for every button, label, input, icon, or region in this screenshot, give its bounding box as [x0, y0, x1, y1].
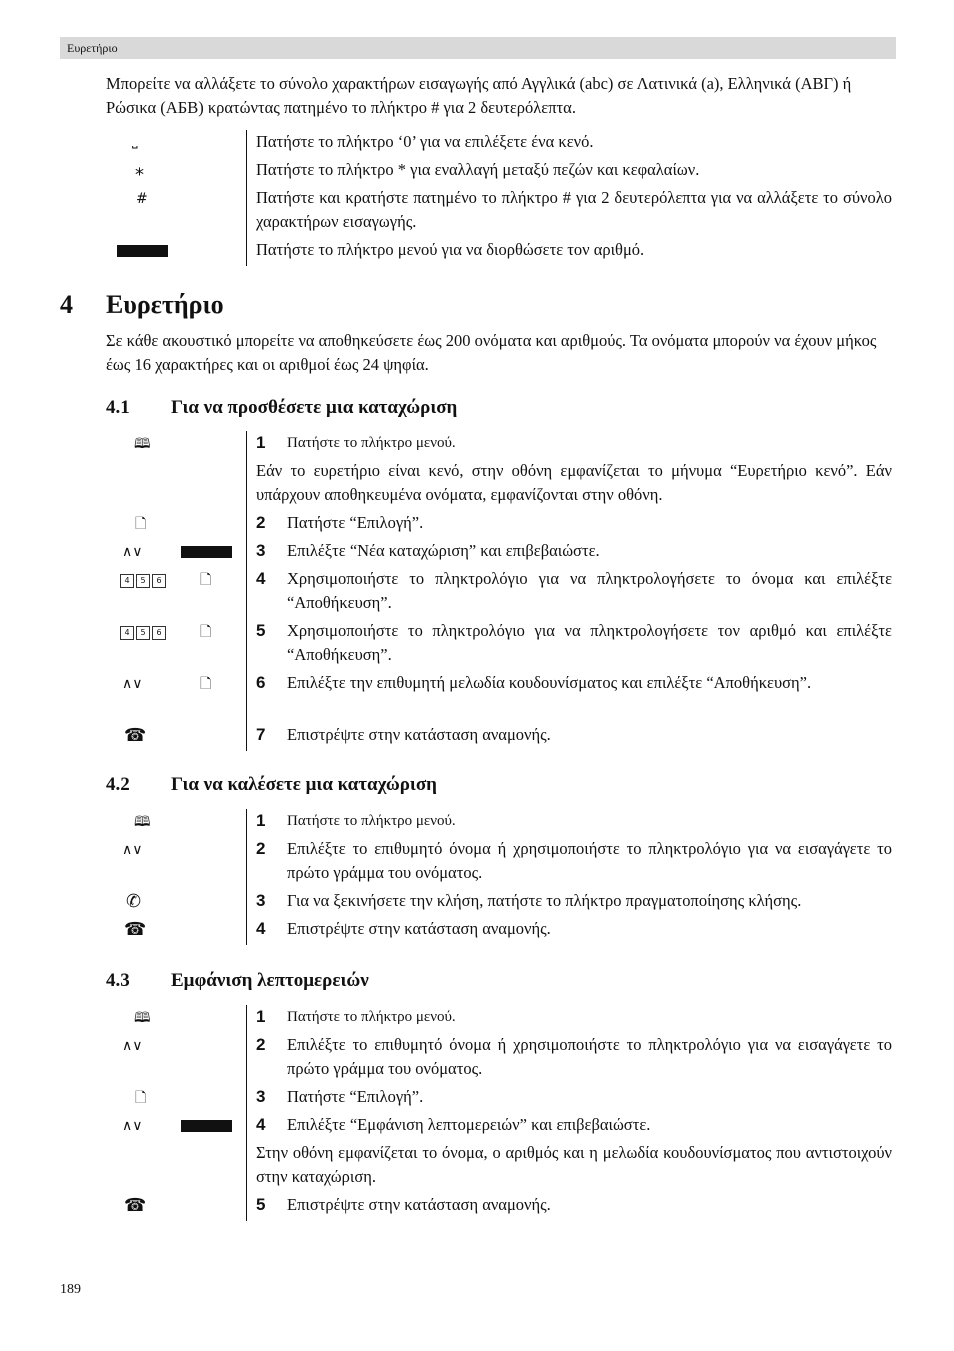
softkey-icon: 🗋	[135, 516, 147, 532]
keypad-icon: 4 5 6	[120, 626, 166, 640]
softkey-icon: 🗋	[200, 624, 212, 640]
up-down-icon: ∧∨	[122, 1118, 143, 1134]
header-title: Ευρετήριο	[67, 41, 118, 55]
steps-table-details: 🕮 1 Πατήστε το πλήκτρο μενού. ∧∨ 2 Επιλέξτε το επιθυμητό όνομα ή χρησιμοποιήστε το πληκτρολόγιο για να εισαγάγετε το πρώτο γράμμα του ονόματος. 🗋 3 Πατήστε “Επιλογή”. ∧∨ 4 Επιλέξτε “Εμφάνιση λεπτομερειών” και επιβεβαιώστε. Στην οθόνη εμφανίζεται το όνομα, ο αριθμός και η μελωδία κουδουνίσματος που αντιστοιχούν στην καταχώριση. ☎ 5 Επιστρέψτε στην κατάσταση αναμονής.	[106, 1005, 892, 1221]
end-call-icon: ☎	[124, 1195, 147, 1216]
section-title: 4 Ευρετήριο	[60, 290, 224, 319]
key-desc: Πατήστε το πλήκτρο μενού για να διορθώσετε τον αριθμό.	[256, 240, 645, 259]
key-desc: Πατήστε και κρατήστε πατημένο το πλήκτρο # για 2 δευτερόλεπτα για να αλλάξετε το σύνολο χαρακτήρων εισαγωγής.	[256, 188, 892, 231]
up-down-icon: ∧∨	[122, 676, 143, 692]
confirm-key-icon	[181, 1120, 232, 1132]
keypad-icon: 4 5 6	[120, 574, 166, 588]
note-text: Στην οθόνη εμφανίζεται το όνομα, ο αριθμός και η μελωδία κουδουνίσματος που αντιστοιχούν στην καταχώριση.	[256, 1143, 892, 1186]
end-call-icon: ☎	[124, 919, 147, 940]
star-key-icon: ⁎	[135, 159, 144, 180]
keys-table	[106, 130, 892, 266]
page-number: 189	[60, 1282, 81, 1297]
end-call-icon: ☎	[124, 725, 147, 746]
subsection-title: 4.1 Για να προσθέσετε μια καταχώριση	[106, 397, 458, 418]
softkey-icon: 🗋	[200, 572, 212, 588]
section-intro: Σε κάθε ακουστικό μπορείτε να αποθηκεύσετε έως 200 ονόματα και αριθμούς. Τα ονόματα μπορούν να έχουν μήκος έως 16 χαρακτήρες και οι αριθμοί έως 24 ψηφία.	[106, 331, 877, 374]
up-down-icon: ∧∨	[122, 842, 143, 858]
steps-table-call: 🕮 1 Πατήστε το πλήκτρο μενού. ∧∨ 2 Επιλέξτε το επιθυμητό όνομα ή χρησιμοποιήστε το πληκτρολόγιο για να εισαγάγετε το πρώτο γράμμα του ονόματος. ✆ 3 Για να ξεκινήσετε την κλήση, πατήστε το πλήκτρο πραγματοποίησης κλήσης. ☎ 4 Επιστρέψτε στην κατάσταση αναμονής.	[106, 809, 892, 945]
call-icon: ✆	[126, 891, 142, 912]
space-key-icon: ⎵	[132, 133, 138, 149]
up-down-icon: ∧∨	[122, 544, 143, 560]
steps-table-add: 🕮 1 Πατήστε το πλήκτρο μενού. Εάν το ευρετήριο είναι κενό, στην οθόνη εμφανίζεται το μήνυμα “Ευρετήριο κενό”. Εάν υπάρχουν αποθηκευμένα ονόματα, εμφανίζονται στην οθόνη. 🗋 2 Πατήστε “Επιλογή”. ∧∨ 3 Επιλέξτε “Νέα καταχώριση” και επιβεβαιώστε. 4 5 6 🗋 4 Χρησιμοποιήστε το πληκτρολόγιο για να πληκτρολογήσετε το όνομα και επιλέξτε “Αποθήκευση”. 4 5 6 🗋 5 Χρησιμοποιήστε το πληκτρολόγιο για να πληκτρολογήσετε τον αριθμό και επιλέξτε “Αποθήκευση”. ∧∨ 🗋 6 Επιλέξτε την επιθυμητή μελωδία κουδουνίσματος και επιλέξτε “Αποθήκευση”. ☎ 7 Επιστρέψτε στην κατάσταση αναμονής.	[106, 431, 892, 751]
running-header	[60, 37, 896, 59]
subsection-title: 4.3 Εμφάνιση λεπτομερειών	[106, 970, 369, 991]
phonebook-icon: 🕮	[134, 436, 151, 452]
backspace-key-icon	[117, 245, 168, 257]
softkey-icon: 🗋	[200, 676, 212, 692]
subsection-title: 4.2 Για να καλέσετε μια καταχώριση	[106, 774, 437, 795]
key-desc: Πατήστε το πλήκτρο * για εναλλαγή μεταξύ πεζών και κεφαλαίων.	[256, 160, 700, 179]
confirm-key-icon	[181, 546, 232, 558]
note-text: Εάν το ευρετήριο είναι κενό, στην οθόνη εμφανίζεται το μήνυμα “Ευρετήριο κενό”. Εάν υπάρχουν αποθηκευμένα ονόματα, εμφανίζονται στην οθόνη.	[256, 461, 892, 504]
key-desc: Πατήστε το πλήκτρο ‘0’ για να επιλέξετε ένα κενό.	[256, 132, 594, 151]
intro-paragraph: Μπορείτε να αλλάξετε το σύνολο χαρακτήρων εισαγωγής από Αγγλικά (abc) σε Λατινικά (a), Ελληνικά (ΑΒΓ) ή Ρώσικα (АБВ) κρατώντας πατημένο το πλήκτρο # για 2 δευτερόλεπτα.	[106, 74, 852, 117]
hash-key-icon: #	[136, 191, 148, 207]
up-down-icon: ∧∨	[122, 1038, 143, 1054]
softkey-icon: 🗋	[135, 1090, 147, 1106]
phonebook-icon: 🕮	[134, 814, 151, 830]
phonebook-icon: 🕮	[134, 1010, 151, 1026]
